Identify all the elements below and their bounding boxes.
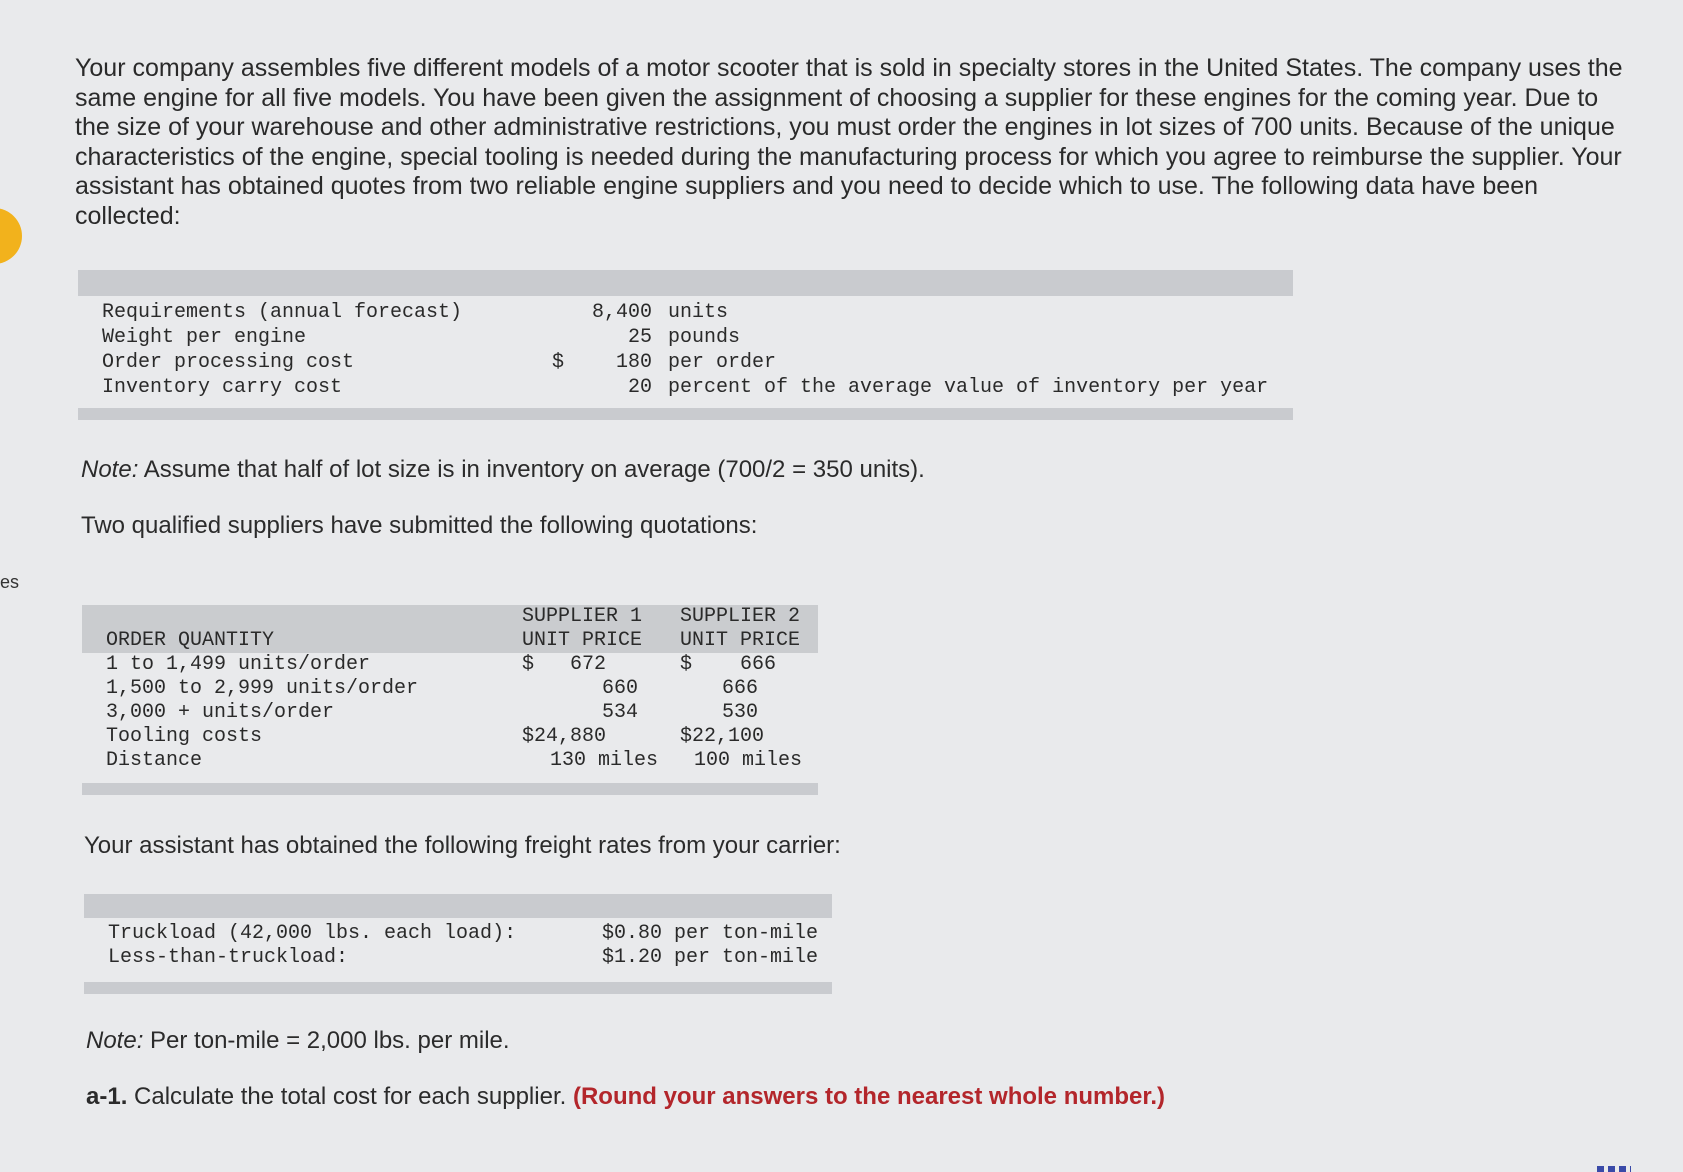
quantity-label: 1 to 1,499 units/order (106, 653, 371, 676)
problem-intro: Your company assembles five different models of a motor scooter that is sold in specialty stores in the United States. The company uses the same engine for all five models. You have been given the assignment of choosing a supplier for these engines for the coming year. Due to the size of your warehouse and other administrative restrictions, you must order the engines in lot sizes of 700 units. Because of the unique characteristics of the engine, special tooling is needed during the manufacturing process for which you agree to reimburse the supplier. Your assistant has obtained quotes from two reliable engine suppliers and you need to decide which to use. The following data have been collected: (75, 54, 1623, 230)
freight-rate: $0.80 per ton-mile (601, 922, 818, 945)
table-top-bar (78, 270, 1293, 296)
table-row (102, 375, 1268, 400)
freight-label: Truckload (42,000 lbs. each load): (108, 922, 517, 945)
question-text: Calculate the total cost for each supplier. (127, 1083, 573, 1110)
freight-intro: Your assistant has obtained the following freight rates from your carrier: (84, 832, 841, 859)
req-label: Weight per engine (102, 326, 307, 349)
col-supplier-2 (680, 605, 818, 653)
note-label: Note: (81, 456, 139, 483)
corner-grid-icon (1597, 1166, 1631, 1172)
quantity-label: 1,500 to 2,999 units/order (106, 677, 419, 700)
question-hint: (Round your answers to the nearest whole number.) (572, 1083, 1166, 1110)
req-label: Inventory carry cost (102, 376, 343, 399)
table-row (102, 350, 1268, 375)
col-supplier-2-line2: UNIT PRICE (680, 629, 801, 652)
col-supplier-1-line1: SUPPLIER 1 (522, 605, 643, 628)
table-row (108, 922, 818, 946)
supplier-quotations-table (82, 605, 818, 795)
req-unit: per order (668, 351, 777, 374)
supplier-1-value: $24,880 (522, 725, 607, 748)
req-unit: percent of the average value of inventory per year (668, 376, 1269, 399)
col-order-quantity: ORDER QUANTITY (82, 605, 522, 653)
req-prefix (552, 300, 582, 325)
supplier-1-value: 534 (601, 701, 638, 724)
table-top-bar (84, 894, 832, 918)
suppliers-intro: Two qualified suppliers have submitted the following quotations: (81, 512, 758, 539)
question-number: a-1. (86, 1083, 128, 1110)
req-value: 180 (615, 351, 652, 374)
req-unit: units (668, 301, 729, 324)
table-row (82, 725, 818, 749)
orange-indicator-dot (0, 208, 22, 264)
table-bottom-bar (78, 408, 1293, 420)
supplier-2-value: 530 (721, 701, 758, 724)
table-header-row (82, 605, 818, 653)
req-prefix (552, 375, 582, 400)
cropped-sidebar-text: es (0, 572, 20, 592)
table-bottom-bar (82, 783, 818, 795)
freight-rate: $1.20 per ton-mile (601, 946, 818, 969)
table-row (108, 946, 818, 970)
table-row (102, 300, 1268, 325)
req-label: Requirements (annual forecast) (102, 301, 463, 324)
freight-label: Less-than-truckload: (108, 946, 349, 969)
req-label: Order processing cost (102, 351, 355, 374)
req-value: 8,400 (591, 301, 652, 324)
req-unit: pounds (668, 326, 741, 349)
table-row (102, 325, 1268, 350)
note-text: Assume that half of lot size is in inventory on average (700/2 = 350 units). (138, 456, 925, 483)
note-label: Note: (86, 1027, 144, 1054)
supplier-2-value: 666 (721, 677, 758, 700)
note-lot-size (81, 456, 925, 484)
freight-rates-table (84, 894, 832, 994)
supplier-2-value: $ 666 (680, 653, 777, 676)
supplier-2-value: 100 miles (693, 749, 802, 772)
table-row (82, 701, 818, 725)
req-value: 20 (627, 376, 652, 399)
supplier-2-value: $22,100 (680, 725, 765, 748)
quantity-label: 3,000 + units/order (106, 701, 335, 724)
table-row (82, 653, 818, 677)
quantity-label: Tooling costs (106, 725, 263, 748)
table-row (82, 677, 818, 701)
col-supplier-1-line2: UNIT PRICE (522, 629, 643, 652)
supplier-1-value: 660 (601, 677, 638, 700)
req-prefix (552, 325, 582, 350)
req-prefix: $ (552, 351, 565, 374)
supplier-1-value: 130 miles (549, 749, 658, 772)
req-value: 25 (627, 326, 652, 349)
table-row (82, 749, 818, 773)
col-supplier-1 (522, 605, 680, 653)
requirements-table (78, 270, 1293, 420)
col-supplier-2-line1: SUPPLIER 2 (680, 605, 801, 628)
question-a1 (86, 1083, 1165, 1111)
note-text: Per ton-mile = 2,000 lbs. per mile. (143, 1027, 510, 1054)
supplier-1-value: $ 672 (522, 653, 607, 676)
quantity-label: Distance (106, 749, 203, 772)
table-bottom-bar (84, 982, 832, 994)
note-ton-mile (86, 1027, 510, 1055)
